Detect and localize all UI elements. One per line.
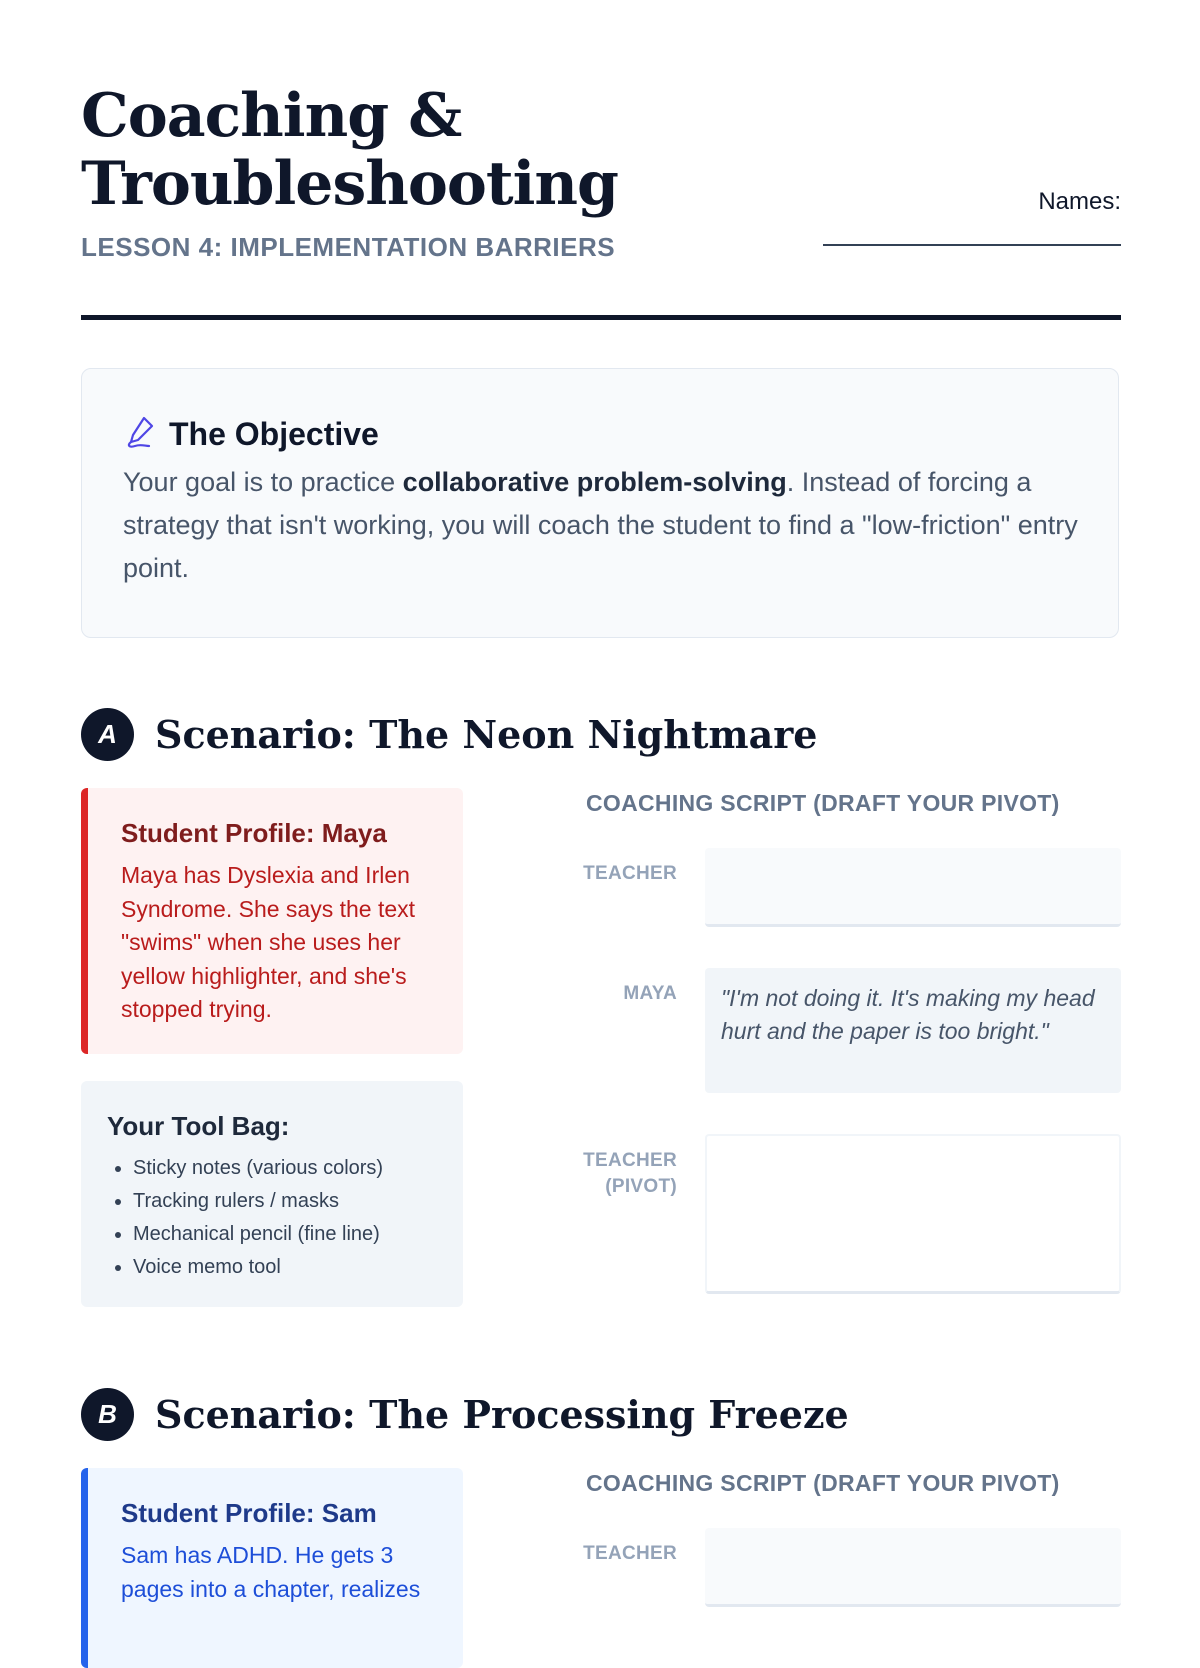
list-item: • Sticky notes (various colors) xyxy=(133,1152,437,1185)
objective-title: The Objective xyxy=(169,416,379,452)
objective-emphasis: collaborative problem-solving xyxy=(402,467,787,497)
profile-title: Student Profile: Maya xyxy=(121,818,387,848)
role-teacher-pivot xyxy=(477,1148,677,1200)
tool-bag-title: Your Tool Bag: xyxy=(107,1111,290,1141)
objective-text-start: Your goal is to practice xyxy=(123,467,403,497)
list-item: • Mechanical pencil (fine line) xyxy=(133,1218,437,1251)
scenario-a-title: Scenario: The Neon Nightmare xyxy=(155,712,818,757)
worksheet-page xyxy=(81,0,1121,1602)
tool-list xyxy=(107,1152,437,1284)
teacher-response-field[interactable] xyxy=(705,848,1121,927)
role-teacher: TEACHER xyxy=(583,863,677,884)
objective-header xyxy=(125,415,379,454)
objective-card xyxy=(81,368,1119,638)
list-item: • Tracking rulers / masks xyxy=(133,1185,437,1218)
profile-description: Sam has ADHD. He gets 3 pages into a chapter, realizes xyxy=(121,1542,421,1602)
names-write-line[interactable] xyxy=(823,244,1121,246)
pen-icon xyxy=(125,415,155,454)
objective-text-end: . Instead of forcing a strategy that isn't working, you will coach the student to find a "low-friction" entry point. xyxy=(123,467,1078,583)
teacher-pivot-field[interactable] xyxy=(705,1134,1121,1294)
scenario-b-title: Scenario: The Processing Freeze xyxy=(155,1392,849,1437)
worksheet-header xyxy=(81,0,1121,320)
lesson-subtitle: LESSON 4: IMPLEMENTATION BARRIERS xyxy=(81,232,616,262)
teacher-response-field[interactable] xyxy=(705,1528,1121,1607)
scenario-badge-b: B xyxy=(81,1388,134,1441)
student-profile-maya xyxy=(81,788,463,1054)
scenario-badge-a: A xyxy=(81,708,134,761)
scenario-b-header xyxy=(81,1388,849,1441)
coaching-script-label: COACHING SCRIPT (DRAFT YOUR PIVOT) xyxy=(586,790,1060,816)
profile-description: Maya has Dyslexia and Irlen Syndrome. She says the text "swims" when she uses her yellow highlighter, and she's stopped trying. xyxy=(121,862,416,1022)
page-title xyxy=(81,82,618,218)
role-pivot-line-2: (PIVOT) xyxy=(605,1176,677,1197)
student-profile-sam xyxy=(81,1468,463,1668)
scenario-a-header xyxy=(81,708,817,761)
role-teacher: TEACHER xyxy=(583,1543,677,1564)
coaching-script-label: COACHING SCRIPT (DRAFT YOUR PIVOT) xyxy=(586,1470,1060,1496)
role-pivot-line-1: TEACHER xyxy=(583,1150,677,1171)
title-line-2: Troubleshooting xyxy=(81,149,618,219)
profile-title: Student Profile: Sam xyxy=(121,1498,377,1528)
student-quote: "I'm not doing it. It's making my head hurt and the paper is too bright." xyxy=(705,968,1121,1093)
list-item: • Voice memo tool xyxy=(133,1251,437,1284)
objective-body xyxy=(123,461,1083,590)
title-line-1: Coaching & xyxy=(81,81,462,151)
names-label: Names: xyxy=(1038,188,1121,215)
tool-bag xyxy=(81,1081,463,1307)
role-student: MAYA xyxy=(623,983,677,1004)
